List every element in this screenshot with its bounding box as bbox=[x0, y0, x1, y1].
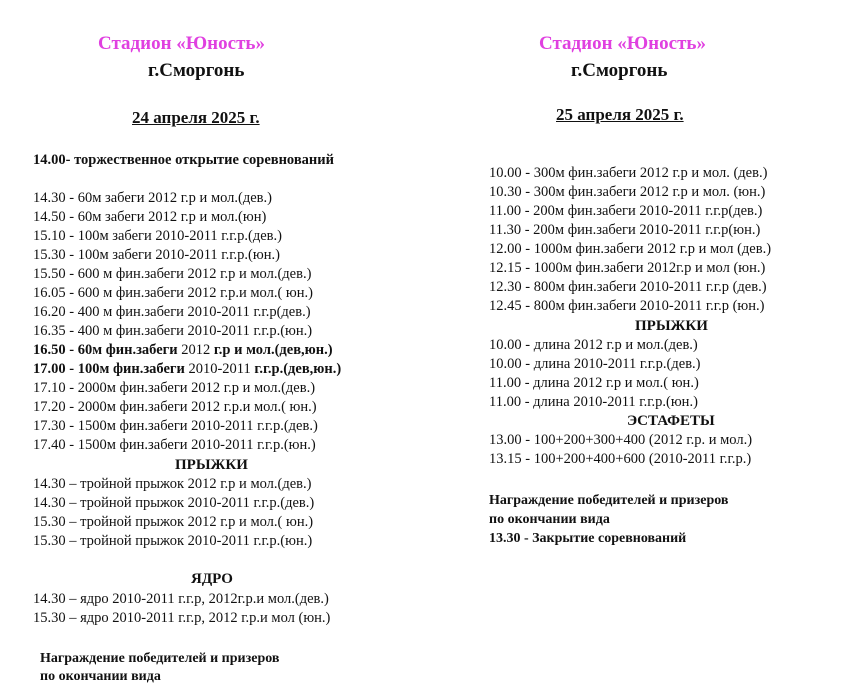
schedule-line: 11.30 - 200м фин.забеги 2010-2011 г.г.р(юн.) bbox=[489, 222, 761, 238]
section-heading-jumps: ПРЫЖКИ bbox=[635, 318, 708, 334]
section-heading-jumps: ПРЫЖКИ bbox=[175, 457, 248, 473]
awards-note: по окончании вида bbox=[489, 512, 610, 527]
city-title: г.Сморгонь bbox=[148, 60, 245, 81]
awards-note: по окончании вида bbox=[40, 669, 161, 684]
schedule-line: 12.30 - 800м фин.забеги 2010-2011 г.г.р (дев.) bbox=[489, 279, 767, 295]
date-heading: 24 апреля 2025 г. bbox=[132, 108, 260, 127]
section-heading-relays: ЭСТАФЕТЫ bbox=[627, 413, 715, 429]
section-heading-shot: ЯДРО bbox=[191, 571, 233, 587]
schedule-line: 15.30 – тройной прыжок 2012 г.р и мол.( юн.) bbox=[33, 514, 314, 530]
schedule-line: 16.35 - 400 м фин.забеги 2010-2011 г.г.р.(юн.) bbox=[33, 323, 313, 339]
schedule-line-bold: 16.50 - 60м фин.забеги 2012 г.р и мол.(дев,юн.) bbox=[33, 342, 333, 358]
schedule-line: 17.20 - 2000м фин.забеги 2012 г.р.и мол.( юн.) bbox=[33, 399, 317, 415]
schedule-line: 16.20 - 400 м фин.забеги 2010-2011 г.г.р(дев.) bbox=[33, 304, 311, 320]
schedule-line: 11.00 - 200м фин.забеги 2010-2011 г.г.р(дев.) bbox=[489, 203, 763, 219]
schedule-line: 12.00 - 1000м фин.забеги 2012 г.р и мол (дев.) bbox=[489, 241, 772, 257]
awards-note: Награждение победителей и призеров bbox=[489, 493, 729, 508]
schedule-line: 16.05 - 600 м фин.забеги 2012 г.р.и мол.( юн.) bbox=[33, 285, 313, 301]
schedule-line: 15.30 – тройной прыжок 2010-2011 г.г.р.(юн.) bbox=[33, 533, 313, 549]
schedule-line: 14.50 - 60м забеги 2012 г.р и мол.(юн) bbox=[33, 209, 267, 225]
schedule-line: 10.00 - 300м фин.забеги 2012 г.р и мол. (дев.) bbox=[489, 165, 768, 181]
schedule-line: 15.30 - 100м забеги 2010-2011 г.г.р.(юн.) bbox=[33, 247, 280, 263]
schedule-line: 17.10 - 2000м фин.забеги 2012 г.р и мол.(дев.) bbox=[33, 380, 316, 396]
schedule-line: 14.30 - 60м забеги 2012 г.р и мол.(дев.) bbox=[33, 190, 272, 206]
schedule-line: 10.00 - длина 2012 г.р и мол.(дев.) bbox=[489, 337, 698, 353]
schedule-line: 11.00 - длина 2010-2011 г.г.р.(юн.) bbox=[489, 394, 698, 410]
schedule-line: 10.30 - 300м фин.забеги 2012 г.р и мол. (юн.) bbox=[489, 184, 766, 200]
schedule-line: 15.50 - 600 м фин.забеги 2012 г.р и мол.(дев.) bbox=[33, 266, 312, 282]
schedule-line: 14.30 – ядро 2010-2011 г.г.р, 2012г.р.и мол.(дев.) bbox=[33, 591, 329, 607]
closing-ceremony: 13.30 - Закрытие соревнований bbox=[489, 531, 687, 546]
schedule-line: 13.15 - 100+200+400+600 (2010-2011 г.г.р.) bbox=[489, 451, 752, 467]
schedule-line: 10.00 - длина 2010-2011 г.г.р.(дев.) bbox=[489, 356, 701, 372]
schedule-line: 17.40 - 1500м фин.забеги 2010-2011 г.г.р.(юн.) bbox=[33, 437, 316, 453]
stadium-title: Стадион «Юность» bbox=[98, 33, 265, 54]
schedule-line-bold: 17.00 - 100м фин.забеги 2010-2011 г.г.р.(дев,юн.) bbox=[33, 361, 342, 377]
opening-ceremony: 14.00- торжественное открытие соревнований bbox=[33, 152, 334, 168]
stadium-title: Стадион «Юность» bbox=[539, 33, 706, 54]
city-title: г.Сморгонь bbox=[571, 60, 668, 81]
schedule-line: 17.30 - 1500м фин.забеги 2010-2011 г.г.р.(дев.) bbox=[33, 418, 318, 434]
awards-note: Награждение победителей и призеров bbox=[40, 651, 280, 666]
date-heading: 25 апреля 2025 г. bbox=[556, 105, 684, 124]
schedule-line: 14.30 – тройной прыжок 2010-2011 г.г.р.(дев.) bbox=[33, 495, 315, 511]
schedule-line: 12.15 - 1000м фин.забеги 2012г.р и мол (юн.) bbox=[489, 260, 766, 276]
schedule-line: 13.00 - 100+200+300+400 (2012 г.р. и мол.) bbox=[489, 432, 753, 448]
schedule-line: 11.00 - длина 2012 г.р и мол.( юн.) bbox=[489, 375, 699, 391]
schedule-line: 12.45 - 800м фин.забеги 2010-2011 г.г.р (юн.) bbox=[489, 298, 765, 314]
schedule-line: 14.30 – тройной прыжок 2012 г.р и мол.(дев.) bbox=[33, 476, 312, 492]
schedule-line: 15.10 - 100м забеги 2010-2011 г.г.р.(дев.) bbox=[33, 228, 282, 244]
schedule-line: 15.30 – ядро 2010-2011 г.г.р, 2012 г.р.и мол (юн.) bbox=[33, 610, 331, 626]
